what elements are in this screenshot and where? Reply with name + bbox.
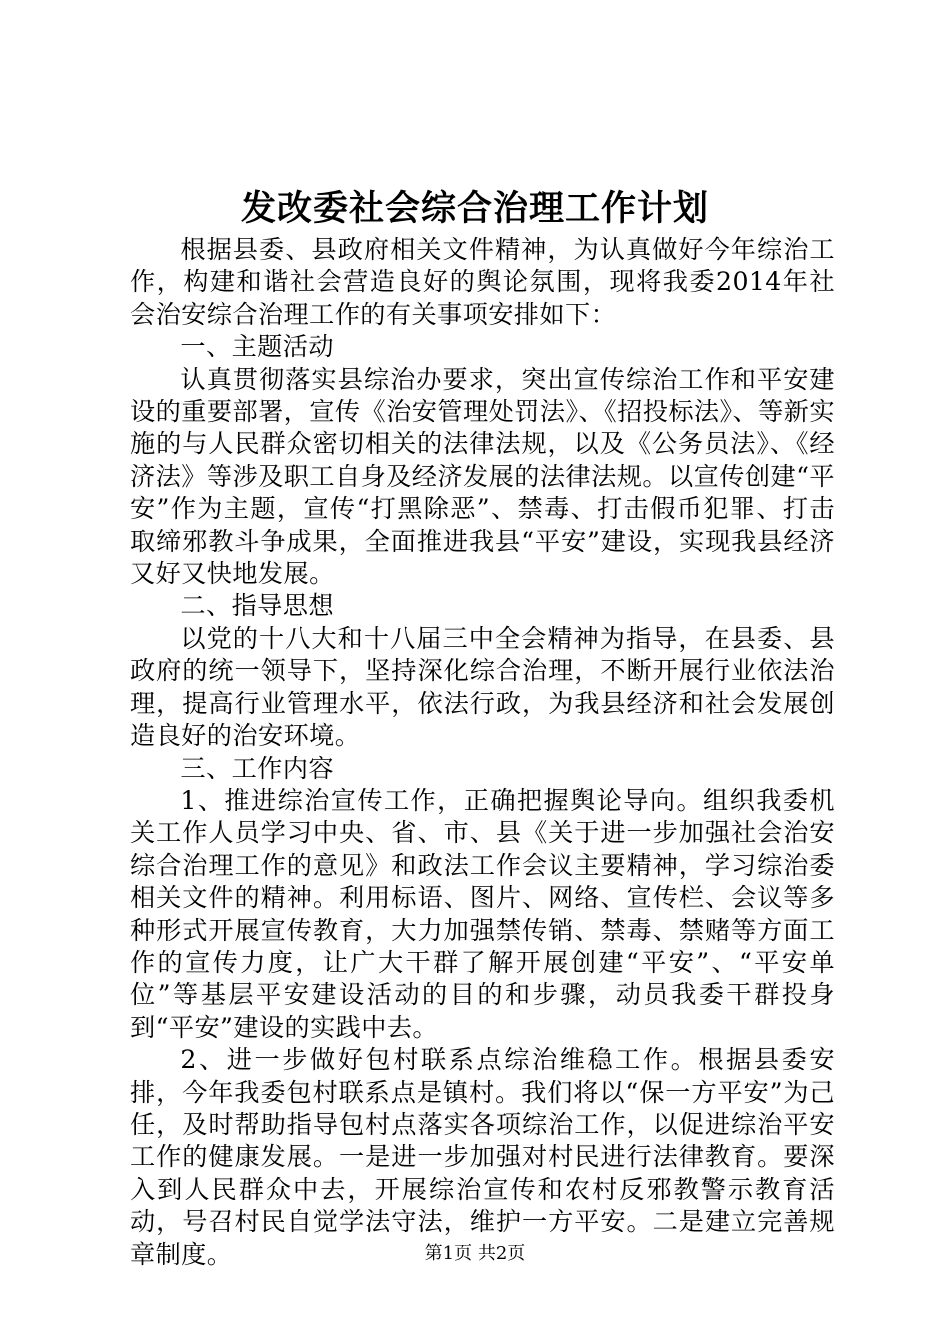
section-heading-guiding-ideology: 二、指导思想	[180, 591, 334, 621]
intro-paragraph: 根据县委、县政府相关文件精神，为认真做好今年综治工作，构建和谐社会营造良好的舆论氛围，现将我委2014年社会治安综合治理工作的有关事项安排如下：	[130, 235, 835, 329]
document-title: 发改委社会综合治理工作计划	[240, 188, 709, 229]
section-heading-work-content: 三、工作内容	[180, 753, 334, 783]
section-body-theme: 认真贯彻落实县综治办要求，突出宣传综治工作和平安建设的重要部署，宣传《治安管理处罚法》、《招投标法》、等新实施的与人民群众密切相关的法律法规，以及《公务员法》、《经济法》等涉及职工自身及经济发展的法律法规。以宣传创建“平安”作为主题，宣传“打黑除恶”、禁毒、打击假币犯罪、打击取缔邪教斗争成果，全面推进我县“平安”建设，实现我县经济又好又快地发展。	[130, 364, 835, 589]
work-item-2: 2、进一步做好包村联系点综治维稳工作。根据县委安排，今年我委包村联系点是镇村。我们将以“保一方平安”为己任，及时帮助指导包村点落实各项综治工作，以促进综治平安工作的健康发展。一是进一步加强对村民进行法律教育。要深入到人民群众中去，开展综治宣传和农村反邪教警示教育活动，号召村民自觉学法守法，维护一方平安。二是建立完善规章制度。	[130, 1045, 835, 1269]
section-body-guiding-ideology: 以党的十八大和十八届三中全会精神为指导，在县委、县政府的统一领导下，坚持深化综合治理，不断开展行业依法治理，提高行业管理水平，依法行政，为我县经济和社会发展创造良好的治安环境。	[130, 623, 835, 751]
work-item-1: 1、推进综治宣传工作，正确把握舆论导向。组织我委机关工作人员学习中央、省、市、县《关于进一步加强社会治安综合治理工作的意见》和政法工作会议主要精神，学习综治委相关文件的精神。利用标语、图片、网络、宣传栏、会议等多种形式开展宣传教育，大力加强禁传销、禁毒、禁赌等方面工作的宣传力度，让广大干群了解开展创建“平安”、“平安单位”等基层平安建设活动的目的和步骤，动员我委干群投身到“平安”建设的实践中去。	[130, 785, 835, 1042]
section-heading-theme: 一、主题活动	[180, 332, 334, 362]
page-number-footer: 第1页 共2页	[424, 1243, 526, 1264]
document-body	[130, 234, 835, 1271]
